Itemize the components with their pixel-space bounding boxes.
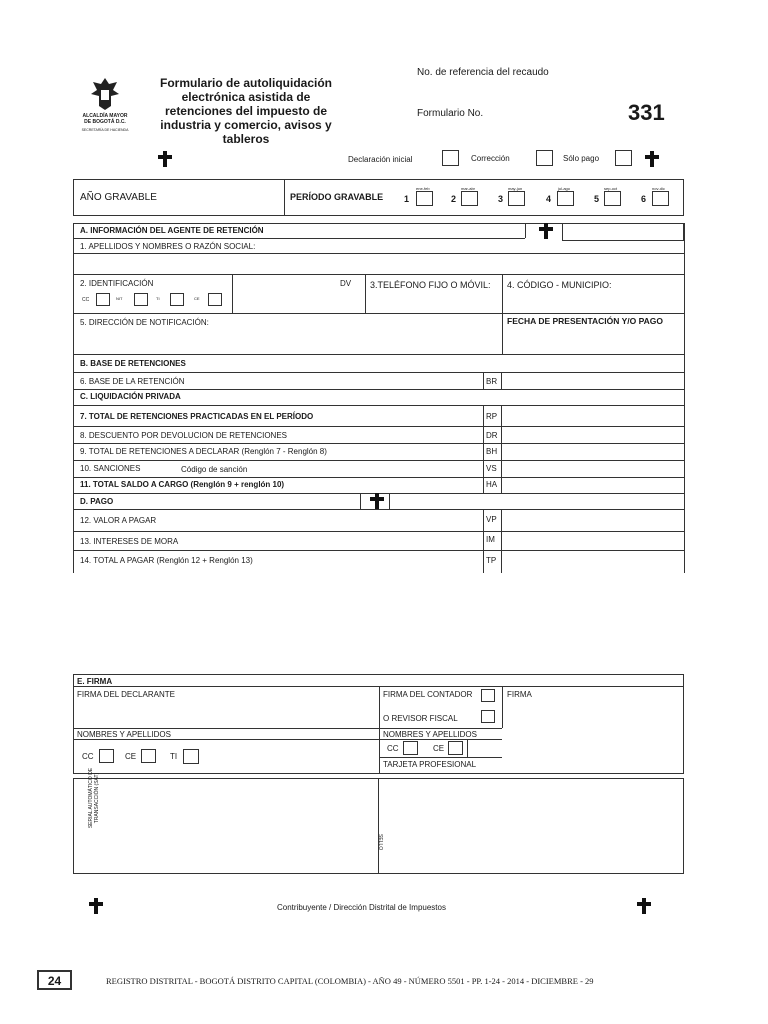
contador-cc-checkbox[interactable] bbox=[403, 741, 418, 755]
value-input-br[interactable] bbox=[502, 373, 683, 388]
id-type-label: CE bbox=[194, 296, 200, 301]
contador-ce-checkbox[interactable] bbox=[448, 741, 463, 755]
period-checkbox[interactable] bbox=[557, 191, 574, 206]
logo-line2: DE BOGOTÁ D.C. bbox=[84, 119, 126, 125]
id-type-nit[interactable] bbox=[116, 292, 152, 308]
period-option-2[interactable] bbox=[449, 186, 483, 212]
firma-label: FIRMA bbox=[507, 690, 532, 699]
logo-line3: SECRETARÍA DE HACIENDA bbox=[81, 128, 129, 132]
page-number: 24 bbox=[47, 974, 62, 988]
id-type-ti[interactable] bbox=[156, 292, 192, 308]
period-checkbox[interactable] bbox=[461, 191, 478, 206]
declarante-cc-label: CC bbox=[82, 752, 94, 761]
id-type-ce[interactable] bbox=[194, 292, 230, 308]
telefono-label: 3.TELÉFONO FIJO O MÓVIL: bbox=[370, 280, 491, 290]
registration-cross-icon bbox=[370, 493, 384, 509]
value-input-bh[interactable] bbox=[502, 444, 683, 459]
section-b-title: B. BASE DE RETENCIONES bbox=[80, 359, 186, 368]
tarjeta-profesional-label: TARJETA PROFESIONAL bbox=[383, 760, 477, 769]
period-num: 4 bbox=[546, 194, 552, 204]
id-type-cc[interactable] bbox=[82, 292, 118, 308]
nombres-declarante-label: NOMBRES Y APELLIDOS bbox=[77, 730, 171, 739]
value-input-vp[interactable] bbox=[502, 510, 683, 530]
copy-destination-label: Contribuyente / Dirección Distrital de Impuestos bbox=[277, 903, 446, 912]
period-sub: may-jun bbox=[508, 186, 523, 191]
value-input-ha[interactable] bbox=[502, 478, 683, 492]
extra-field-box[interactable] bbox=[562, 223, 684, 241]
period-option-6[interactable] bbox=[639, 186, 673, 212]
solo-pago-label: Sólo pago bbox=[563, 154, 600, 163]
correccion-checkbox[interactable] bbox=[536, 150, 553, 166]
periodo-gravable-label: PERÍODO GRAVABLE bbox=[290, 192, 384, 202]
logo bbox=[78, 76, 132, 140]
code-bh: BH bbox=[486, 447, 498, 456]
period-sub: jul-ago bbox=[558, 186, 571, 191]
section-e-title: E. FIRMA bbox=[77, 677, 113, 686]
id-type-label: NIT bbox=[116, 296, 123, 301]
fecha-label: FECHA DE PRESENTACIÓN Y/O PAGO bbox=[507, 316, 664, 326]
title-line: Formulario de autoliquidación bbox=[159, 76, 332, 90]
revisor-checkbox[interactable] bbox=[481, 710, 495, 723]
firma-contador-checkbox[interactable] bbox=[481, 689, 495, 702]
id-type-checkbox[interactable] bbox=[96, 293, 110, 306]
period-sub: sep-oct bbox=[604, 186, 618, 191]
declarante-ti-label: TI bbox=[170, 752, 178, 761]
sello-label: SELLO bbox=[377, 834, 383, 851]
dv-label: DV bbox=[340, 279, 352, 288]
contador-cc-label: CC bbox=[387, 744, 399, 753]
section-a-title: A. INFORMACIÓN DEL AGENTE DE RETENCIÓN bbox=[80, 226, 264, 235]
period-option-1[interactable] bbox=[402, 186, 436, 212]
form-title bbox=[148, 76, 344, 146]
code-br: BR bbox=[486, 377, 498, 386]
code-im: IM bbox=[486, 535, 495, 544]
declarante-ce-label: CE bbox=[125, 752, 137, 761]
value-input-tp[interactable] bbox=[502, 551, 683, 572]
ano-gravable-label: AÑO GRAVABLE bbox=[80, 192, 157, 203]
period-sub: nov-dic bbox=[652, 186, 665, 191]
form-label: Formulario No. bbox=[417, 108, 484, 119]
row-12-label: 12. VALOR A PAGAR bbox=[80, 516, 157, 525]
row-9-label: 9. TOTAL DE RETENCIONES A DECLARAR (Renglón 7 - Renglón 8) bbox=[80, 447, 327, 456]
row-7-label: 7. TOTAL DE RETENCIONES PRACTICADAS EN EL PERÍODO bbox=[80, 412, 314, 421]
period-num: 5 bbox=[594, 194, 600, 204]
row-11-label: 11. TOTAL SALDO A CARGO (Renglón 9 + renglón 10) bbox=[80, 480, 285, 489]
period-checkbox[interactable] bbox=[508, 191, 525, 206]
registro-line: REGISTRO DISTRITAL - BOGOTÁ DISTRITO CAPITAL (COLOMBIA) - AÑO 49 - NÚMERO 5501 - PP. 1-24 - 2014 - DICIEMBRE - 29 bbox=[106, 976, 594, 986]
value-input-rp[interactable] bbox=[502, 406, 683, 425]
nombres-contador-label: NOMBRES Y APELLIDOS bbox=[383, 730, 477, 739]
firma-contador-label: FIRMA DEL CONTADOR bbox=[383, 690, 473, 699]
row-8-label: 8. DESCUENTO POR DEVOLUCION DE RETENCIONES bbox=[80, 431, 287, 440]
registration-cross-icon bbox=[539, 223, 553, 239]
period-sub: mar-abr bbox=[461, 186, 476, 191]
contador-ce-label: CE bbox=[433, 744, 445, 753]
period-checkbox[interactable] bbox=[604, 191, 621, 206]
value-input-im[interactable] bbox=[502, 532, 683, 549]
solo-pago-checkbox[interactable] bbox=[615, 150, 632, 166]
row-6-label: 6. BASE DE LA RETENCIÓN bbox=[80, 377, 185, 386]
id-type-checkbox[interactable] bbox=[134, 293, 148, 306]
code-ha: HA bbox=[486, 480, 498, 489]
period-option-4[interactable] bbox=[544, 186, 578, 212]
revisor-label: O REVISOR FISCAL bbox=[383, 714, 458, 723]
registration-cross-icon bbox=[89, 898, 103, 914]
code-rp: RP bbox=[486, 412, 498, 421]
code-vs: VS bbox=[486, 464, 497, 473]
period-num: 1 bbox=[404, 194, 410, 204]
page-number-box bbox=[37, 970, 72, 990]
row-10-label: 10. SANCIONES bbox=[80, 464, 141, 473]
firma-declarante-label: FIRMA DEL DECLARANTE bbox=[77, 690, 175, 699]
code-tp: TP bbox=[486, 556, 497, 565]
code-dr: DR bbox=[486, 431, 498, 440]
title-line: tableros bbox=[222, 132, 270, 146]
registration-cross-icon bbox=[645, 151, 659, 167]
value-input-vs[interactable] bbox=[502, 461, 683, 476]
value-input-dr[interactable] bbox=[502, 427, 683, 442]
title-line: industria y comercio, avisos y bbox=[160, 118, 332, 132]
row-13-label: 13. INTERESES DE MORA bbox=[80, 537, 179, 546]
id-type-checkbox[interactable] bbox=[170, 293, 184, 306]
apellidos-input[interactable] bbox=[74, 254, 683, 273]
logo-line1: ALCALDÍA MAYOR bbox=[82, 113, 128, 119]
registration-cross-icon bbox=[158, 151, 172, 167]
correccion-label: Corrección bbox=[471, 154, 510, 163]
period-option-5[interactable] bbox=[592, 186, 626, 212]
registration-cross-icon bbox=[637, 898, 651, 914]
period-sub: ene-feb bbox=[416, 186, 430, 191]
id-type-label: TI bbox=[156, 296, 160, 301]
form-number: 331 bbox=[628, 100, 665, 125]
decl-inicial-checkbox[interactable] bbox=[442, 150, 459, 166]
code-vp: VP bbox=[486, 515, 497, 524]
serial-sat-text: SERIAL AUTOMÁTICO DE TRANSACCIÓN (SAT) bbox=[88, 767, 100, 829]
identificacion-label: 2. IDENTIFICACIÓN bbox=[80, 279, 154, 288]
coat-of-arms-icon bbox=[89, 76, 121, 112]
decl-inicial-label: Declaración inicial bbox=[348, 155, 413, 164]
section-c-title: C. LIQUIDACIÓN PRIVADA bbox=[80, 392, 181, 401]
declarante-cc-checkbox[interactable] bbox=[99, 749, 114, 763]
id-type-label: CC bbox=[82, 297, 90, 303]
period-checkbox[interactable] bbox=[416, 191, 433, 206]
section-d-title: D. PAGO bbox=[80, 497, 114, 506]
ref-label: No. de referencia del recaudo bbox=[417, 67, 549, 78]
period-num: 6 bbox=[641, 194, 647, 204]
row-14-label: 14. TOTAL A PAGAR (Renglón 12 + Renglón 13) bbox=[80, 556, 253, 565]
codigo-label: 4. CÓDIGO - MUNICIPIO: bbox=[507, 280, 612, 290]
declarante-ti-checkbox[interactable] bbox=[183, 749, 199, 764]
title-line: electrónica asistida de bbox=[181, 90, 311, 104]
apellidos-label: 1. APELLIDOS Y NOMBRES O RAZÓN SOCIAL: bbox=[80, 242, 256, 251]
period-option-3[interactable] bbox=[496, 186, 530, 212]
id-type-checkbox[interactable] bbox=[208, 293, 222, 306]
period-num: 2 bbox=[451, 194, 457, 204]
period-checkbox[interactable] bbox=[652, 191, 669, 206]
serial-sat-label bbox=[88, 758, 100, 838]
direccion-label: 5. DIRECCIÓN DE NOTIFICACIÓN: bbox=[80, 318, 209, 327]
period-num: 3 bbox=[498, 194, 504, 204]
title-line: retenciones del impuesto de bbox=[164, 104, 328, 118]
declarante-ce-checkbox[interactable] bbox=[141, 749, 156, 763]
sancion-code-label: Código de sanción bbox=[181, 465, 248, 474]
